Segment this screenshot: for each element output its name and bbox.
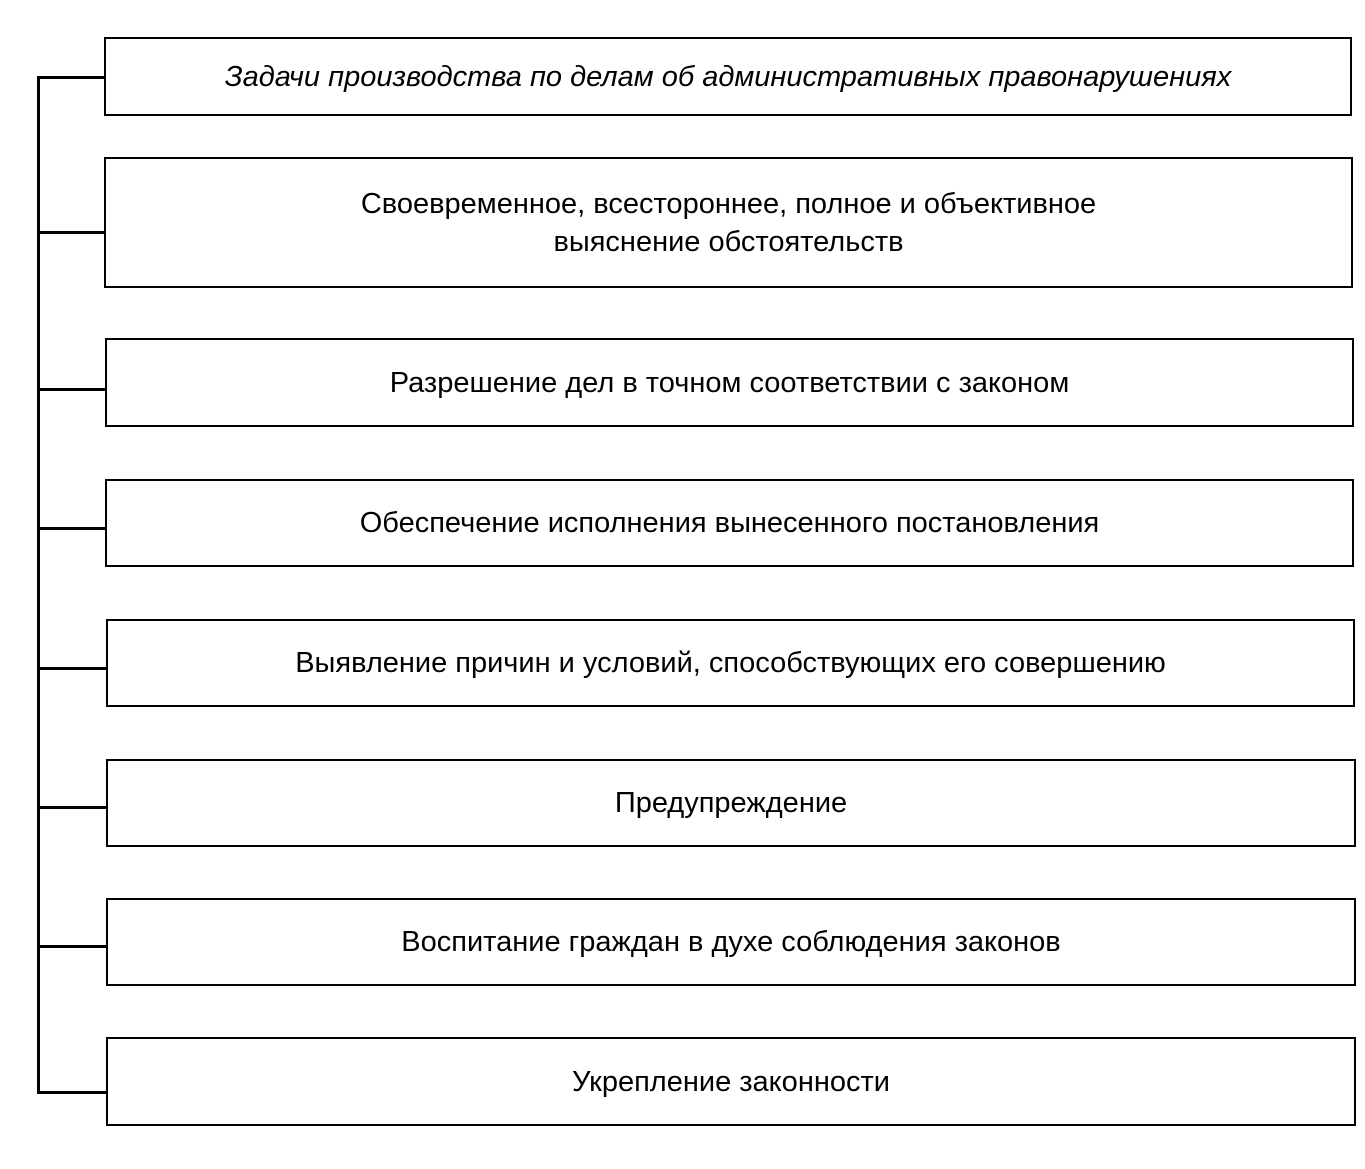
task-box-6: [106, 898, 1356, 986]
connector-spine: [37, 77, 40, 1094]
connector-branch-4: [37, 667, 106, 670]
task-box-7-label: Укрепление законности: [572, 1065, 890, 1098]
connector-branch-7: [37, 1091, 106, 1094]
root-box-label: Задачи производства по делам об административных правонарушениях: [224, 60, 1232, 93]
task-box-2-label: Разрешение дел в точном соответствии с законом: [389, 366, 1070, 399]
task-box-3: [105, 479, 1354, 567]
connector-branch-1: [37, 231, 106, 234]
task-box-4: [106, 619, 1355, 707]
root-box: [104, 37, 1352, 116]
connector-branch-2: [37, 388, 106, 391]
task-box-1-label: Своевременное, всестороннее, полное и объективное выяснение обстоятельств: [360, 187, 1097, 258]
task-box-6-label: Воспитание граждан в духе соблюдения законов: [401, 926, 1061, 958]
connector-branch-6: [37, 945, 106, 948]
task-box-2: [105, 338, 1354, 427]
task-box-5-label: Предупреждение: [614, 787, 848, 819]
task-box-3-label: Обеспечение исполнения вынесенного постановления: [359, 507, 1100, 539]
task-box-7: [106, 1037, 1356, 1126]
connector-branch-5: [37, 806, 106, 809]
connector-branch-root: [37, 76, 106, 79]
task-box-1: [104, 157, 1353, 288]
task-box-5: [106, 759, 1356, 847]
connector-branch-3: [37, 527, 106, 530]
task-box-4-label: Выявление причин и условий, способствующих его совершению: [295, 647, 1166, 679]
